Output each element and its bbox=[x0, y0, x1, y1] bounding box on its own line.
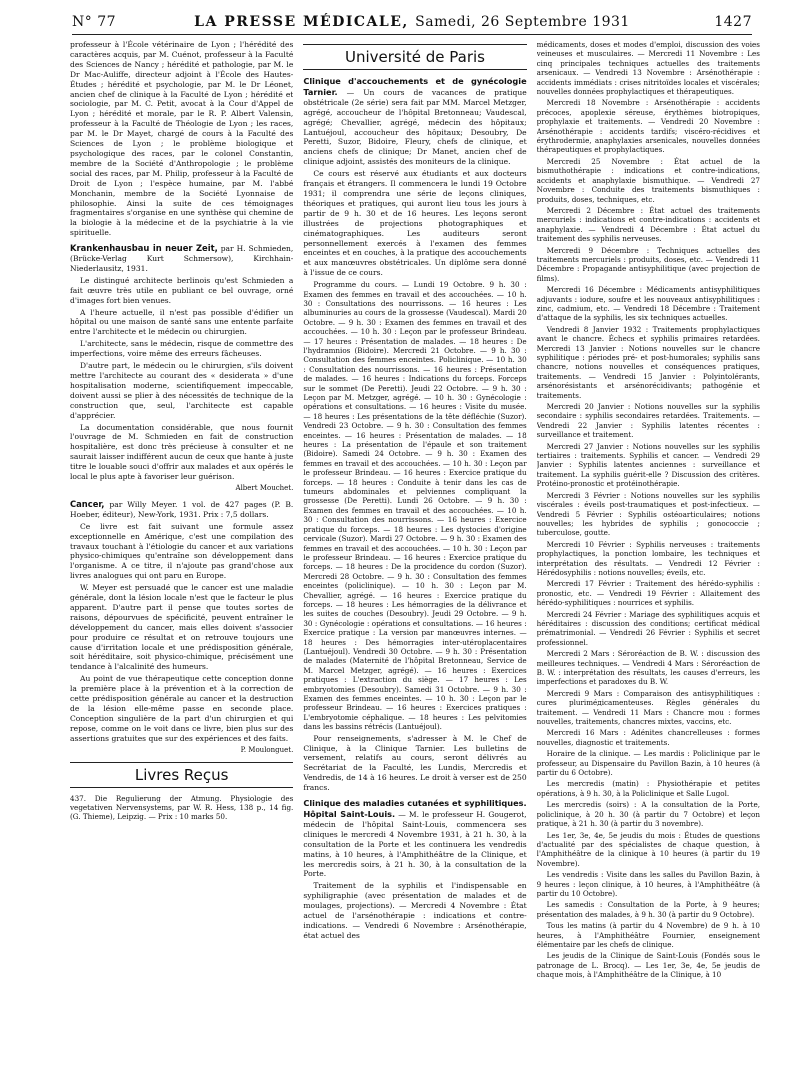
schedule-paragraph: Mercredi 16 Décembre : Médicaments antisyphilitiques adjuvants : iodure, soufre et les nouveaux antisyphilitiques : zinc, cadmium, etc. — Vendredi 18 Décembre : Traitement d'attaque de la syphilis, les six techniques actuelles. bbox=[536, 285, 760, 323]
intro-paragraph: professeur à l'École vétérinaire de Lyon ; l'hérédité des caractères acquis, par M. Cuénot, professeur à la Faculté des Sciences de Nancy ; hérédité et pathologie, par M. le Dr Mac-Auliffe, directeur adjoint à l'École des Hautes-Études ; hérédité et psychologie, par M. le Dr Léonet, ancien chef de clinique à la Faculté de Lyon ; hérédité et sociologie, par M. C. Petit, avocat à la Cour d'Appel de Lyon ; hérédité et morale, par le R. P. Albert Valensin, professeur à la Faculté de Théologie de Lyon ; les races, par M. le Dr Mayet, chargé de cours à la Faculté des Sciences de Lyon ; le problème biologique et psychologique des races, par le colonel Constantin, membre de la Société d'Anthropologie ; le problème social des races, par M. Philip, professeur à la Faculté de Droit de Lyon ; l'espèce humaine, par M. l'abbé Monchanin, membre de la Société Lyonnaise de philosophie. Ainsi la suite de ces témoignages fragmentaires s'organise en une synthèse qui chemine de la biologie à la médecine et de la psychiatrie à la vie spirituelle. bbox=[70, 40, 294, 238]
schedule-paragraph: Mercredi 18 Novembre : Arsénothérapie : accidents précoces, apoplexie séreuse, érythèmes biotropiques, prophylaxie et traitements. — Vendredi 20 Novembre : Arsénothérapie : accidents tardifs; viscéro-récidives et érythrodermie, anaphylaxies arsenicales, nouvelles données thérapeutiques et prophylactiques. bbox=[536, 98, 760, 155]
reviewer-signature: Albert Mouchet. bbox=[235, 483, 294, 492]
column-middle bbox=[303, 40, 526, 1074]
schedule-paragraph: Les vendredis : Visite dans les salles du Pavillon Bazin, à 9 heures : leçon clinique, à 10 heures, à l'Amphithéâtre (à partir du 10 Octobre). bbox=[536, 870, 760, 898]
book-reference: par Willy Meyer. 1 vol. de 427 pages (P. B. Hoeber, éditeur), New-York, 1931. Prix : 7,5 dollars. bbox=[70, 499, 294, 519]
reviewer-signature: P. Moulonguet. bbox=[240, 745, 294, 754]
notice-paragraph: Pour renseignements, s'adresser à M. le Chef de Clinique, à la Clinique Tarnier. Les bulletins de versement, relatifs au cours, seront délivrés au Secrétariat de la Faculté, les Lundis, Mercredis et Vendredis, de 14 à 16 heures. Le droit à verser est de 250 francs. bbox=[303, 733, 527, 793]
review-paragraph: Au point de vue thérapeutique cette conception donne la première place à la prévention et à la correction de cette prédisposition générale au cancer et la destruction de la lésion elle-même passe en seconde place. Conception singulière de la part d'un chirurgien et qui repose, comme on le voit dans ce livre, bien plus sur des assertions gratuites que sur des expériences et des faits. bbox=[70, 674, 294, 743]
review-paragraph: Le distingué architecte berlinois qu'est Schmieden a fait œuvre très utile en publiant ce bel ouvrage, orné d'images fort bien venues. bbox=[70, 275, 294, 305]
notice-text: — Un cours de vacances de pratique obstétricale (2e série) sera fait par MM. Marcel Metzger, agrégé, accoucheur de l'hôpital Bretonneau; Vaudescal, agrégé; Chevallier, agrégé, médecin des hôpitaux; Lantuéjoul, accoucheur des hôpitaux; Desoubry, De Peretti, Suzor, Bidoire, Fleury, chefs de clinique, et anciens chefs de clinique; Dr Manet, ancien chef de clinique adjoint, assistés des moniteurs de la clinique. bbox=[303, 87, 527, 167]
schedule-paragraph: Les mercredis (matin) : Physiothérapie et petites opérations, à 9 h. 30, à la Policlinique et Salle Lugol. bbox=[536, 779, 760, 798]
schedule-paragraph: Mercredi 16 Mars : Adénites chancrelleuses : formes nouvelles, diagnostic et traitements. bbox=[536, 728, 760, 747]
notice-paragraph bbox=[303, 76, 526, 167]
notice-paragraph: Ce cours est réservé aux étudiants et aux docteurs français et étrangers. Il commencera le lundi 19 Octobre 1931; il comprendra une série de leçons cliniques, théoriques et pratiques, qui auront lieu tous les jours à partir de 9 h. 30 et de 16 heures. Les leçons seront illustrées de projections photographiques et cinématographiques. Les auditeurs seront personnellement exercés à l'examen des femmes enceintes et en couches, à la pratique des accouchements et aux manœuvres obstétricales. Un diplôme sera donné à l'issue de ce cours. bbox=[303, 169, 527, 278]
schedule-paragraph: Mercredi 10 Février : Syphilis nerveuses : traitements prophylactiques, la ponction lombaire, les techniques et interprétation des résultats. — Vendredi 12 Février : Hérédosyphilis : notions nouvelles; éveils, etc. bbox=[536, 539, 760, 577]
section-heading-livres: Livres Reçus bbox=[70, 762, 293, 788]
book-reference: par H. Schmieden, (Brücke-Verlag Kurt Schmersow), Kirchhain-Niederlausitz, 1931. bbox=[70, 244, 294, 273]
schedule-paragraph: Horaire de la clinique. — Les mardis : Policlinique par le professeur, au Dispensaire du Pavillon Bazin, à 10 heures (à partir du 6 Octobre). bbox=[536, 749, 760, 778]
review-paragraph: L'architecte, sans le médecin, risque de commettre des imperfections, voire même des erreurs fâcheuses. bbox=[70, 339, 294, 359]
schedule-paragraph: Tous les matins (à partir du 4 Novembre) de 9 h. à 10 heures, à l'Amphithéâtre Fournier, enseignement élémentaire par les chefs de clinique. bbox=[536, 921, 760, 949]
schedule-paragraph: Mercredi 2 Décembre : État actuel des traitements mercuriels : indications et contre-indications : accidents et anaphylaxie. — Vendredi 4 Décembre : État actuel du traitement des syphilis nerveuses. bbox=[536, 205, 760, 244]
schedule-paragraph: médicaments, doses et modes d'emploi, discussion des voies veineuses et musculaires. — Mercredi 11 Novembre : Les cinq principales techniques actuelles des traitements arsenicaux. — Vendredi 13 Novembre : Arsénothérapie : accidents immédiats : crises nitritoïdes locales et viscérales; nouvelles données prophylactiques et thérapeutiques. bbox=[536, 40, 760, 97]
notice-paragraph bbox=[303, 798, 526, 879]
schedule-paragraph: Les 1er, 3e, 4e, 5e jeudis du mois : Études de questions d'actualité par des spécialistes de chaque question, à l'Amphithéâtre de la clinique à 10 heures (à partir du 19 Novembre). bbox=[536, 830, 760, 868]
journal-title bbox=[132, 14, 692, 30]
course-programme: Programme du cours. — Lundi 19 Octobre. 9 h. 30 : Examen des femmes en travail et des accouchées. — 10 h. 30 : Consultations des nourrissons. — 16 heures : Les albuminuries au cours de la grossesse (Vaudescal). Mardi 20 Octobre. — 9 h. 30 : Examen des femmes en travail et des accouchées. — 10 h. 30 : Leçon par le professeur Brindeau. — 17 heures : Présentation de malades. — 18 heures : De l'hydramnios (Bidoire). Mercredi 21 Octobre. — 9 h. 30 : Consultation des femmes enceintes. Policlinique. — 10 h. 30 : Consultation des nourrissons. — 16 heures : Présentation de malades. — 16 heures : Indications du forceps. Forceps sur le sommet (De Peretti). Jeudi 22 Octobre. — 9 h. 30 : Leçon par M. Metzger, agrégé. — 10 h. 30 : Gynécologie : opérations et consultations. — 16 heures : Visite du musée. — 18 heures : Les présentations de la tête défléchie (Suzor). Vendredi 23 Octobre. — 9 h. 30 : Consultation des femmes enceintes. — 16 heures : Présentation de malades. — 18 heures : La présentation de l'épaule et son traitement (Bidoire). Samedi 24 Octobre. — 9 h. 30 : Examen des femmes en travail et des accouchées. — 10 h. 30 : Leçon par le professeur Brindeau. — 16 heures : Exercice pratique du forceps. — 18 heures : Conduite à tenir dans les cas de tumeurs abdominales et pelviennes compliquant la grossesse (De Peretti). Lundi 26 Octobre. — 9 h. 30 : Examen des femmes en travail et des accouchées. — 10 h. 30 : Consultation des nourrissons. — 16 heures : Exercice pratique du forceps. — 18 heures : Les dystocies d'origine cervicale (Suzor). Mardi 27 Octobre. — 9 h. 30 : Examen des femmes en travail et des accouchées. — 10 h. 30 : Leçon par le professeur Brindeau. — 16 heures : Exercice pratique du forceps. — 18 heures : De la procidence du cordon (Suzor). Mercredi 28 Octobre. — 9 h. 30 : Consultation des femmes enceintes (policlinique). — 10 h. 30 : Leçon par M. Chevallier, agrégé. — 16 heures : Exercice pratique du forceps. — 18 heures : Les hémorragies de la délivrance et les suites de couches (Desoubry). Jeudi 29 Octobre. — 9 h. 30 : Gynécologie : opérations et consultations. — 16 heures : Exercice pratique : La version par manœuvres internes. — 18 heures : Des hémorragies inter-utéroplacentaires (Lantuéjoul). Vendredi 30 Octobre. — 9 h. 30 : Présentation de malades (Maternité de l'hôpital Bretonneau, Service de M. Marcel Metzger, agrégé). — 16 heures : Exercices pratiques : L'extraction du siège. — 17 heures : Les embryotomies (Desoubry). Samedi 31 Octobre. — 9 h. 30 : Examen des femmes enceintes. — 10 h. 30 : Leçon par le professeur Brindeau. — 16 heures : Exercices pratiques : L'embryotomie céphalique. — 18 heures : Les pelvitomies dans les bassins rétrécis (Lantuéjoul). bbox=[303, 280, 527, 732]
review-paragraph: Ce livre est fait suivant une formule assez exceptionnelle en Amérique, c'est une compilation des travaux touchant à l'étiologie du cancer et aux variations physico-chimiques qu'entraîne son développement dans l'organisme. A ce titre, il n'ajoute pas grand'chose aux livres analogues qui ont paru en Europe. bbox=[70, 521, 294, 581]
page-number: 1427 bbox=[714, 14, 752, 30]
column-right bbox=[537, 40, 760, 1074]
schedule-paragraph: Les mercredis (soirs) : A la consultation de la Porte, policlinique, à 20 h. 30 (à partir du 7 Octobre) et leçon pratique, à 21 h. 30 (à partir du 3 novembre). bbox=[536, 800, 760, 829]
issue-date: Samedi, 26 Septembre 1931 bbox=[415, 14, 630, 30]
schedule-paragraph: Vendredi 8 Janvier 1932 : Traitements prophylactiques avant le chancre. Échecs et syphilis primaires retardées. Mercredi 13 Janvier : Notions nouvelles sur le chancre syphilitique : périodes pré- et post-humorales; syphilis sans chancre, notions nouvelles et conséquences pratiques, traitements. — Vendredi 15 Janvier : Polyintolérants, arsénorésistants et arsénorécidivants; pathogénie et traitements. bbox=[536, 324, 760, 400]
book-title: Cancer, bbox=[70, 498, 105, 509]
page-header bbox=[72, 10, 752, 35]
schedule-paragraph: Les samedis : Consultation de la Porte, à 9 heures; présentation des malades, à 9 h. 30 (à partir du 9 Octobre). bbox=[536, 900, 760, 919]
schedule-paragraph: Mercredi 9 Mars : Comparaison des antisyphilitiques : cures pluriméдicamenteuses. Règles générales du traitement. — Vendredi 11 Mars : Chancre mou : formes nouvelles, traitements, chancres mixtes, vaccins, etc. bbox=[536, 688, 760, 727]
column-left bbox=[70, 40, 293, 1074]
schedule-paragraph: Mercredi 27 Janvier : Notions nouvelles sur les syphilis tertiaires : traitements. Syphilis et cancer. — Vendredi 29 Janvier : Syphilis latentes anciennes : surveillance et traitement. La syphilis guérit-elle ? Discussion des critères. Protéino-pronostic et protéinothérapie. bbox=[536, 441, 760, 489]
notice-paragraph: Traitement de la syphilis et l'indispensable en syphiligraphie (avec présentation de malades et de moulages, projections). — Mercredi 4 Novembre : État actuel de l'arsénothérapie : indications et contre-indications. — Vendredi 6 Novembre : Arsénothérapie, état actuel des bbox=[303, 881, 527, 940]
journal-name: LA PRESSE MÉDICALE, bbox=[194, 14, 409, 30]
book-review-header bbox=[70, 244, 293, 274]
notice-text: — M. le professeur H. Gougerot, médecin de l'hôpital Saint-Louis, commencera ses cliniques le mercredi 4 Novembre 1931, à 21 h. 30, à la consultation de la Porte et les continuera les vendredis matins, à 10 heures, à l'Amphithéâtre de la Clinique, et les mercredis soirs, à 21 h. 30, à la consultation de la Porte. bbox=[303, 809, 527, 879]
book-title: Krankenhausbau in neuer Zeit, bbox=[70, 243, 218, 254]
schedule-paragraph: Mercredi 3 Février : Notions nouvelles sur les syphilis viscérales : éveils post-traumatiques et post-infectieux. — Vendredi 5 Février : Syphilis ostéoarticulaires; notions nouvelles; les hybrides de syphilis ; gonococcie ; tuberculose, goutte. bbox=[536, 490, 760, 538]
schedule-paragraph: Mercredi 20 Janvier : Notions nouvelles sur la syphilis secondaire : syphilis secondaires retardées. Traitements. — Vendredi 22 Janvier : Syphilis latentes récentes : surveillance et traitement. bbox=[536, 402, 760, 440]
schedule-paragraph: Mercredi 9 Décembre : Techniques actuelles des traitements mercuriels : produits, doses, etc. — Vendredi 11 Décembre : Propagande antisyphilitique (avec projection de films). bbox=[536, 245, 760, 283]
notice-title: Clinique des maladies cutanées et syphilitiques. Hôpital Saint-Louis. bbox=[303, 798, 527, 819]
schedule-paragraph: Mercredi 24 Février : Mariage des syphilitiques acquis et héréditaires : discussion des conditions; certificat médical prématrimonial. — Vendredi 26 Février : Syphilis et secret professionnel. bbox=[536, 609, 760, 647]
review-paragraph: D'autre part, le médecin ou le chirurgien, s'ils doivent mettre l'architecte au courant des « desiderata » d'une hospitalisation moderne, scientifiquement impeccable, doivent aussi se plier à des nécessités de technique de la construction que, seul, l'architecte est capable d'apprécier. bbox=[70, 361, 294, 420]
issue-number: N° 77 bbox=[72, 14, 117, 30]
schedule-paragraph: Les jeudis de la Clinique de Saint-Louis (Fondés sous le patronage de L. Brocq). — Les 1er, 3e, 4e, 5e jeudis de chaque mois, à l'Amphithéâtre de la Clinique, à 10 bbox=[536, 951, 760, 980]
schedule-paragraph: Mercredi 25 Novembre : État actuel de la bismuthothérapie : indications et contre-indications, accidents et anaphylaxie bismuthique. — Vendredi 27 Novembre : Conduite des traitements bismuthiques : produits, doses, techniques, etc. bbox=[536, 156, 760, 204]
schedule-paragraph: Mercredi 17 Février : Traitement des hérédo-syphilis : pronostic, etc. — Vendredi 19 Février : Allaitement des hérédo-syphilitiques : nourrices et syphilis. bbox=[536, 579, 760, 608]
received-book-item: 437. Die Regulierung der Atmung. Physiologie des vegetativen Nervensystems, par W. R. Hess, 138 p., 14 fig. (G. Thieme), Leipzig. — Prix : 10 marks 50. bbox=[70, 793, 294, 822]
notice-title: Clinique d'accouchements et de gynécologie Tarnier. bbox=[303, 76, 527, 97]
review-paragraph: A l'heure actuelle, il n'est pas possible d'édifier un hôpital ou une maison de santé sans une entente parfaite entre l'architecte et le médecin ou chirurgien. bbox=[70, 307, 294, 337]
review-paragraph: La documentation considérable, que nous fournit l'ouvrage de M. Schmieden en fait de construction hospitalière, est donc très précieuse à consulter et ne saurait laisser indifférent aucun de ceux que hante à juste titre le louable souci d'offrir aux malades et aux opérés le local le plus apte à favoriser leur guérison. bbox=[70, 422, 294, 482]
section-heading-universite: Université de Paris bbox=[303, 44, 526, 70]
schedule-paragraph: Mercredi 2 Mars : Séroréaction de B. W. : discussion des meilleures techniques. — Vendredi 4 Mars : Séroréaction de B. W. : interprétation des résultats, les causes d'erreurs, les imperfections et paradoxes du B. W. bbox=[536, 649, 760, 687]
review-paragraph: W. Meyer est persuadé que le cancer est une maladie générale, dont la lésion locale n'est que le facteur le plus apparent. D'autre part il pense que toutes sortes de raisons, dépourvues de spécificité, peuvent entraîner le développement du cancer, mais elles doivent s'associer pour produire ce résultat et on retrouve toujours une cause d'irritation locale et une prédisposition générale, soit héréditaire, soit physico-chimique, précisément une tendance à l'alcalinité des humeurs. bbox=[70, 583, 294, 672]
book-review-header bbox=[70, 500, 293, 520]
article-columns bbox=[70, 40, 760, 1074]
